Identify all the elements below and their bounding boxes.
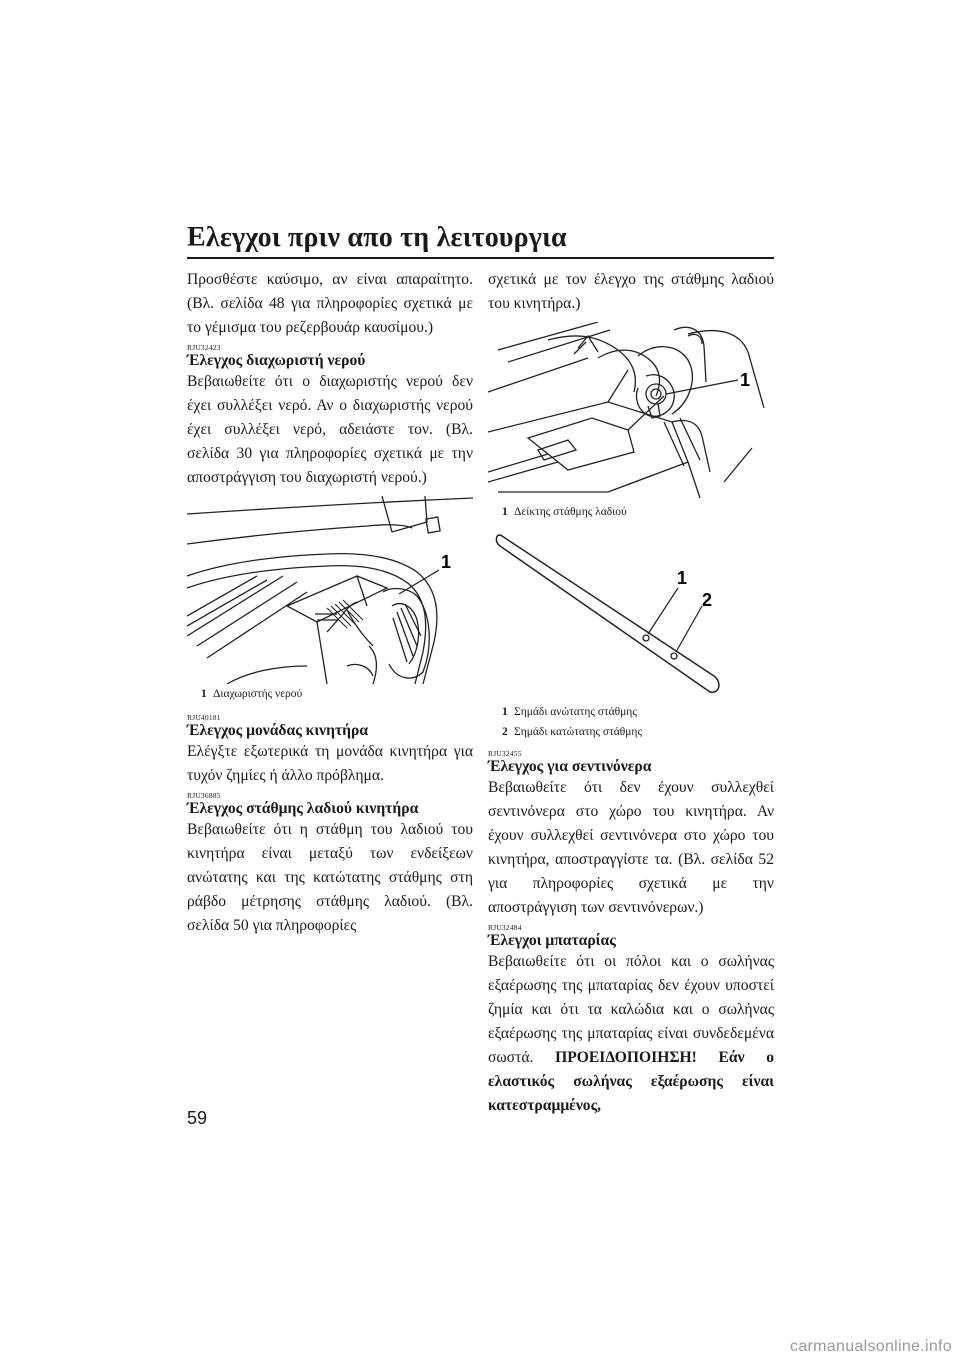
figure-caption [502, 702, 774, 722]
section-code: RJU40181 [187, 713, 221, 722]
section-title-engine-unit: Έλεγχος μονάδας κινητήρα [187, 722, 369, 739]
callout-label-upper: 1 [677, 568, 688, 588]
callout-label-lower: 2 [702, 590, 713, 610]
caption-text: Σημάδι ανώτατης στάθμης [514, 706, 637, 718]
caption-number: 1 [502, 706, 508, 718]
oil-continued-paragraph: σχετικά με τον έλεγχο της στάθμης λαδιού του κινητήρα.) [488, 271, 774, 312]
figure-caption [201, 684, 473, 704]
section-code: RJU32484 [488, 923, 522, 932]
water-separator-paragraph: Βεβαιωθείτε ότι ο διαχωριστής νερού δεν έχει συλλέξει νερό. Αν ο διαχωριστής νερού έχει συλλέξει νερό, αδειάστε τον. (Βλ. σελίδα 30 για πληροφορίες σχετικά με την αποστράγγιση του διαχωριστή νερού.) [187, 373, 473, 486]
section-title-engine-oil: Έλεγχος στάθμης λαδιού κινητήρα [187, 800, 419, 817]
header-rule [187, 257, 774, 259]
page-title: Ελεγχοι πριν απο τη λειτουργια [187, 222, 567, 253]
caption-number: 1 [502, 506, 508, 518]
battery-body: Βεβαιωθείτε ότι οι πόλοι και ο σωλήνας εξαέρωσης της μπαταρίας δεν έχουν υποστεί ζημία και ότι τα καλώδια και ο σωλήνας εξαέρωσης της μπαταρίας είναι συνδεδεμένα σωστά. [488, 953, 774, 1066]
engine-unit-paragraph: Ελέγξτε εξωτερικά τη μονάδα κινητήρα για τυχόν ζημίες ή άλλο πρόβλημα. [187, 743, 473, 784]
bilge-paragraph: Βεβαιωθείτε ότι δεν έχουν συλλεχθεί σεντινόνερα στο χώρο του κινητήρα. Αν έχουν συλλεχθεί σεντινόνερα στο χώρο του κινητήρα, αποστραγγίστε τα. (Βλ. σελίδα 52 για πληροφορίες σχετικά με την αποστράγγιση των σεντινόνερων.) [488, 779, 774, 916]
oil-dipstick-location-illustration [488, 322, 774, 502]
engine-oil-paragraph: Βεβαιωθείτε ότι η στάθμη του λαδιού του κινητήρα είναι μεταξύ των ενδείξεων ανώτατης και της κατώτατης στάθμης στη ράβδο μέτρησης στάθμης λαδιού. (Βλ. σελίδα 50 για πληροφορίες [187, 821, 473, 934]
section-code: RJU32423 [187, 343, 221, 352]
caption-text: Σημάδι κατώτατης στάθμης [514, 726, 642, 738]
callout-label: 1 [441, 552, 452, 572]
caption-number: 2 [502, 726, 508, 738]
battery-warning: ΠΡΟΕΙΔΟΠΟΙΗΣΗ! Εάν ο ελαστικός σωλήνας εξαέρωσης είναι κατεστραμμένος, [488, 1049, 774, 1114]
caption-number: 1 [201, 688, 207, 700]
caption-text: Δείκτης στάθμης λαδιού [514, 506, 627, 518]
caption-text: Διαχωριστής νερού [213, 688, 303, 700]
section-code: RJU36885 [187, 791, 221, 800]
watermark: carmanualsonline.info [790, 1338, 952, 1355]
dipstick-illustration [488, 526, 774, 702]
intro-paragraph: Προσθέστε καύσιμο, αν είναι απαραίτητο. (Βλ. σελίδα 48 για πληροφορίες σχετικά με το γέμισμα του ρεζερβουάρ καυσίμου.) [187, 271, 473, 336]
water-separator-illustration [187, 496, 473, 684]
section-title-water-separator: Έλεγχος διαχωριστή νερού [187, 352, 366, 369]
right-column [488, 268, 774, 1118]
figure-caption [502, 722, 774, 742]
section-title-bilge: Έλεγχος για σεντινόνερα [488, 758, 652, 775]
callout-label: 1 [740, 370, 751, 390]
section-code: RJU32455 [488, 749, 522, 758]
figure-caption [502, 502, 774, 522]
battery-paragraph [488, 950, 774, 1118]
left-column [187, 268, 473, 938]
page-number: 59 [187, 1108, 208, 1128]
section-title-battery: Έλεγχοι μπαταρίας [488, 932, 616, 949]
